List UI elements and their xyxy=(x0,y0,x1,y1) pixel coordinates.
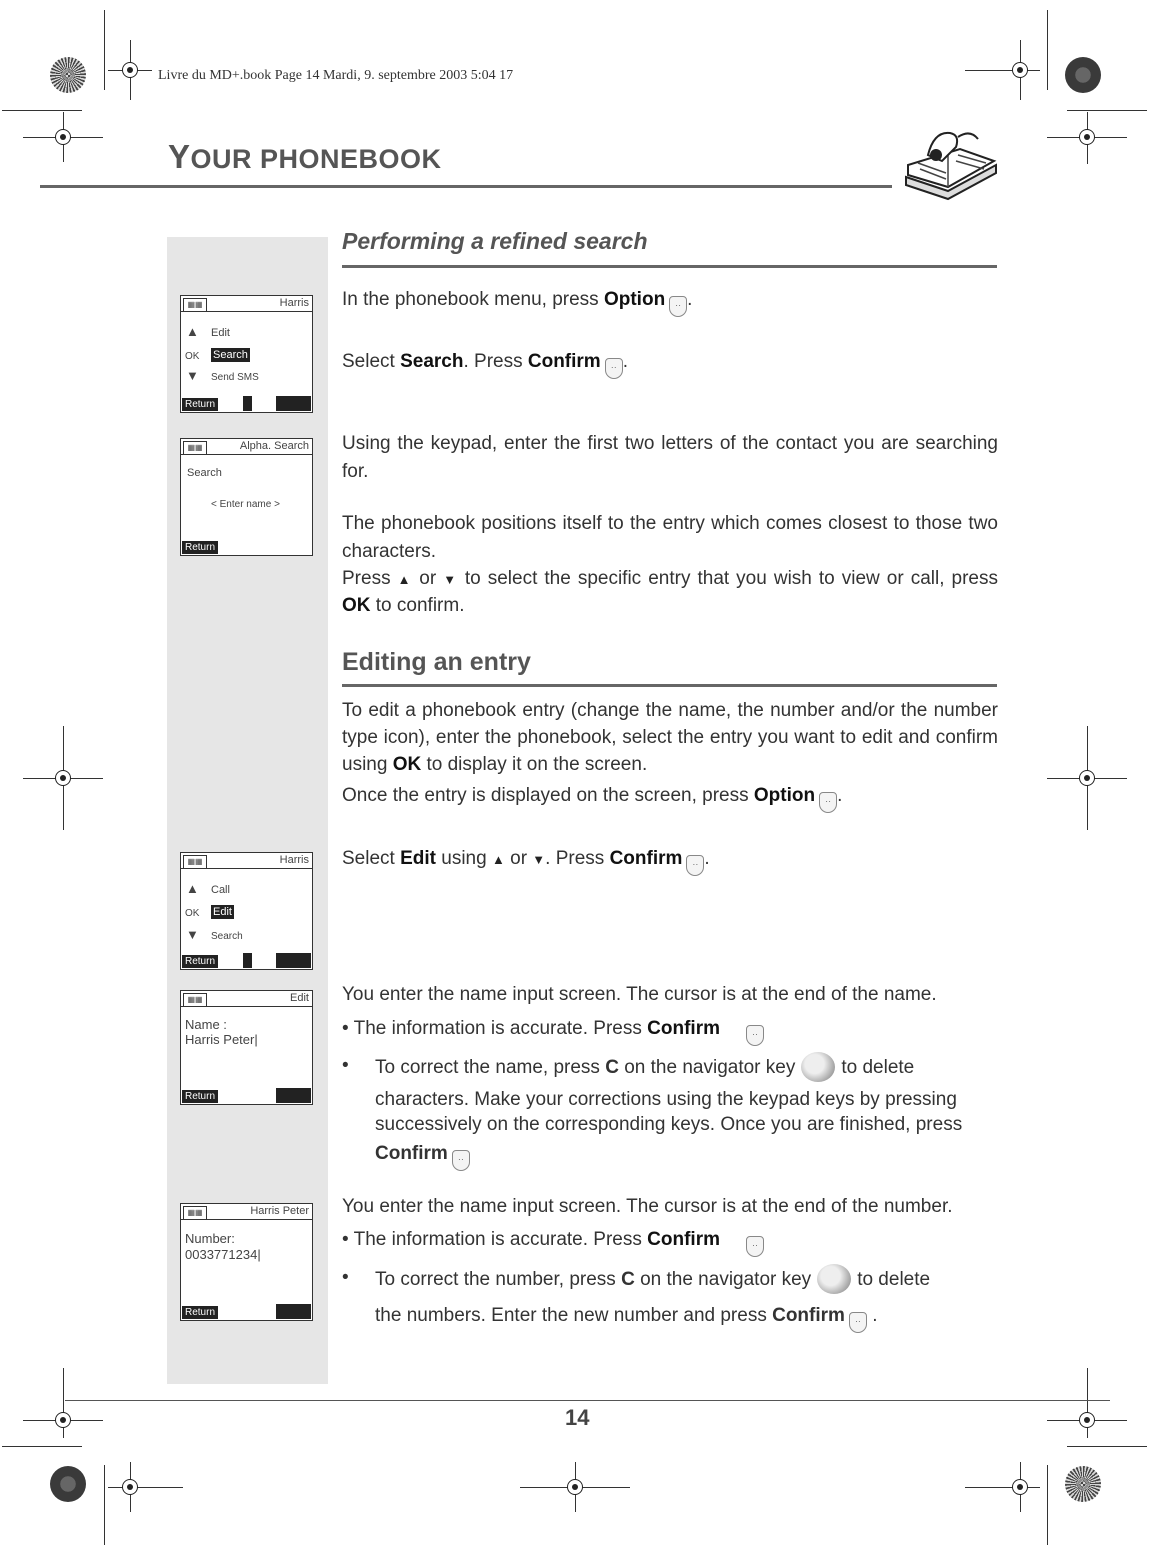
phone-screen-edit-menu xyxy=(180,852,313,970)
trim-mark xyxy=(2,1446,82,1447)
softkey-center xyxy=(243,953,252,968)
confirm-key-icon: ·· xyxy=(849,1312,867,1333)
menu-item-search: Search xyxy=(211,931,243,942)
option-key-icon: ·· xyxy=(819,792,837,813)
paragraph: Press ▲ or ▼ to select the specific entry that you wish to view or call, press OK to confirm. xyxy=(342,568,998,616)
up-arrow-icon: ▲ xyxy=(186,881,199,896)
softkey-return: Return xyxy=(182,1090,218,1103)
paragraph: Select Search. Press Confirm ·· . xyxy=(342,348,998,379)
color-rosette-bottom-left xyxy=(50,1466,86,1502)
softkey-right xyxy=(276,1088,311,1103)
ok-label: OK xyxy=(185,908,200,919)
softkey-return: Return xyxy=(182,955,218,968)
paragraph: Select Edit using ▲ or ▼. Press Confirm ·· . xyxy=(342,845,998,876)
softkey-right xyxy=(276,396,311,411)
section-rule xyxy=(342,265,997,268)
trim-mark xyxy=(2,110,82,111)
color-rosette-top-right xyxy=(1065,57,1101,93)
bullet-marker: • xyxy=(342,1267,349,1288)
softkey-center xyxy=(243,396,252,411)
phone-screen-number-edit xyxy=(180,1203,313,1321)
screen-title: Alpha. Search xyxy=(239,440,309,452)
phonebook-icon: ▦▦ xyxy=(183,993,207,1007)
screen-title: Harris Peter xyxy=(250,1205,309,1217)
section-title-refined-search: Performing a refined search xyxy=(342,228,648,254)
phonebook-icon: ▦▦ xyxy=(183,855,207,869)
paragraph: To correct the number, press C on the navigator key to delete xyxy=(375,1264,1000,1294)
page-title-initial: Y xyxy=(168,138,191,175)
screen-line: Name : xyxy=(185,1017,227,1032)
paragraph: You enter the name input screen. The cursor is at the end of the number. xyxy=(342,1196,953,1217)
screen-title: Harris xyxy=(279,297,309,309)
paragraph: You enter the name input screen. The cursor is at the end of the name. xyxy=(342,984,937,1005)
trim-mark xyxy=(1067,1446,1147,1447)
trim-mark xyxy=(1047,1465,1048,1545)
up-arrow-icon: ▲ xyxy=(186,324,199,339)
paragraph: In the phonebook menu, press Option ·· . xyxy=(342,286,998,317)
paragraph: • The information is accurate. Press Confirm ·· xyxy=(342,1226,998,1257)
book-icon xyxy=(898,125,1004,201)
down-arrow-icon: ▼ xyxy=(186,927,199,942)
phone-screen-alpha-search xyxy=(180,438,313,556)
paragraph: The phonebook positions itself to the entry which comes closest to those two characters. xyxy=(342,513,998,562)
paragraph: characters. Make your corrections using the keypad keys by pressing successively on the corresponding keys. Once you are finished, press xyxy=(375,1089,963,1135)
bullet-marker: • xyxy=(342,1055,349,1076)
navigator-key-icon xyxy=(801,1052,835,1082)
paragraph: the numbers. Enter the new number and press Confirm ·· . xyxy=(375,1303,1000,1333)
section-rule xyxy=(342,684,997,687)
up-arrow-icon: ▲ xyxy=(491,852,505,867)
color-rosette-bottom-right xyxy=(1065,1466,1101,1502)
down-arrow-icon: ▼ xyxy=(443,572,458,587)
phonebook-icon: ▦▦ xyxy=(183,298,207,312)
down-arrow-icon: ▼ xyxy=(532,852,546,867)
confirm-key-icon: ·· xyxy=(605,358,623,379)
phonebook-icon: ▦▦ xyxy=(183,1206,207,1220)
footer-rule xyxy=(65,1400,1110,1401)
phone-screen-options-menu xyxy=(180,295,313,413)
down-arrow-icon: ▼ xyxy=(186,368,199,383)
softkey-right xyxy=(276,953,311,968)
softkey-return: Return xyxy=(182,398,218,411)
text-cursor: | xyxy=(254,1032,258,1047)
screen-line: < Enter name > xyxy=(211,499,280,510)
phonebook-icon: ▦▦ xyxy=(183,441,207,455)
confirm-key-icon: ·· xyxy=(686,855,704,876)
trim-mark xyxy=(104,1465,105,1545)
confirm-key-icon: ·· xyxy=(452,1150,470,1171)
page-title xyxy=(168,138,442,176)
screen-line: Search xyxy=(187,467,222,479)
paragraph: To edit a phonebook entry (change the name, the number and/or the number type icon), enter the phonebook, select the entry you want to edit and confirm using OK to display it on the screen. xyxy=(342,700,998,775)
navigator-key-icon xyxy=(817,1264,851,1294)
option-key-icon: ·· xyxy=(669,296,687,317)
softkey-right xyxy=(276,1304,311,1319)
ok-label: OK xyxy=(185,351,200,362)
confirm-key-icon: ·· xyxy=(746,1025,764,1046)
page-number: 14 xyxy=(565,1405,590,1430)
text-cursor: | xyxy=(257,1247,261,1262)
number-field: 0033771234| xyxy=(185,1247,261,1262)
softkey-return: Return xyxy=(182,1306,218,1319)
trim-mark xyxy=(1067,110,1147,111)
header-rule xyxy=(40,185,892,188)
paragraph: • The information is accurate. Press Confirm ·· xyxy=(342,1015,998,1046)
menu-item-send-sms: Send SMS xyxy=(211,372,259,383)
paragraph: Once the entry is displayed on the screen, press Option ·· . xyxy=(342,782,998,813)
paragraph: Using the keypad, enter the first two letters of the contact you are searching for. xyxy=(342,433,998,482)
paragraph: Confirm ·· xyxy=(375,1141,1000,1171)
menu-item-call: Call xyxy=(211,884,230,896)
trim-mark xyxy=(1047,10,1048,90)
print-slug: Livre du MD+.book Page 14 Mardi, 9. septembre 2003 5:04 17 xyxy=(158,68,514,83)
menu-item-search: Search xyxy=(213,349,248,361)
color-rosette-top-left xyxy=(50,57,86,93)
phone-screen-name-edit xyxy=(180,990,313,1105)
page-title-rest: OUR PHONEBOOK xyxy=(190,144,442,174)
name-field: Harris Peter| xyxy=(185,1032,258,1047)
paragraph: To correct the name, press C on the navigator key to delete xyxy=(375,1052,1000,1082)
screen-title: Harris xyxy=(279,854,309,866)
screen-title: Edit xyxy=(290,992,309,1004)
screen-line: Number: xyxy=(185,1231,235,1246)
menu-item-edit: Edit xyxy=(211,327,230,339)
softkey-return: Return xyxy=(182,541,218,554)
confirm-key-icon: ·· xyxy=(746,1236,764,1257)
menu-item-edit: Edit xyxy=(213,906,232,918)
section-title-editing-entry: Editing an entry xyxy=(342,648,531,676)
up-arrow-icon: ▲ xyxy=(397,572,413,587)
trim-mark xyxy=(104,10,105,90)
